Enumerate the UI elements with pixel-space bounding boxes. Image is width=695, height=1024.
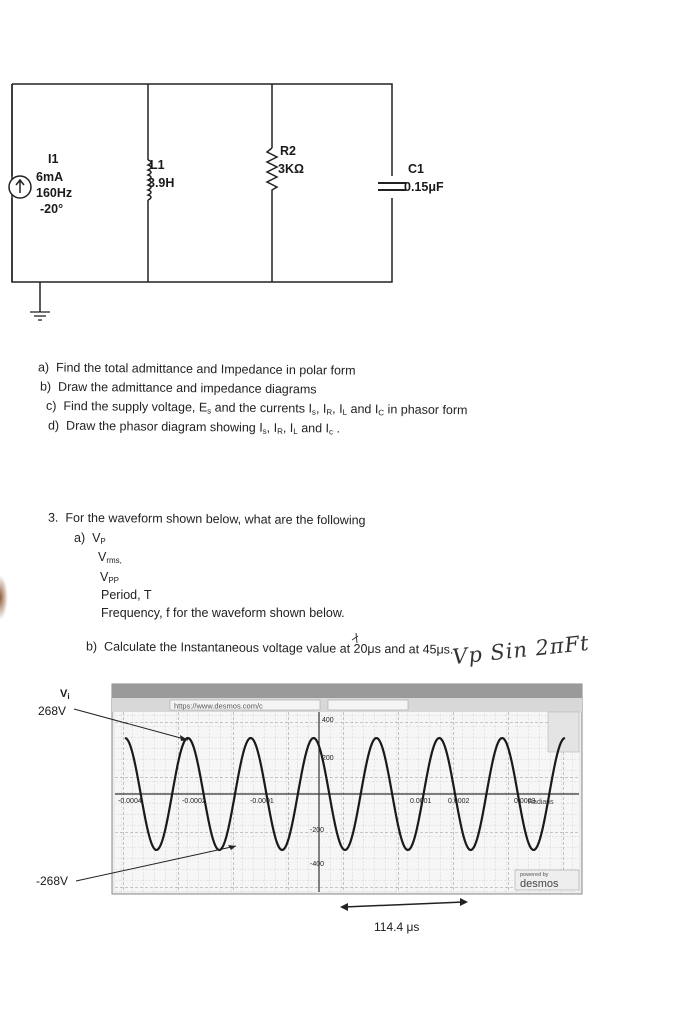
- q2d-sub-ir: R: [277, 426, 283, 436]
- q2d-sub-ic: c: [328, 427, 334, 437]
- q3-intro-text: For the waveform shown below, what are the following: [65, 510, 366, 528]
- vi-label-main: V: [60, 688, 68, 700]
- x-tick-4: 0.0001: [410, 798, 432, 805]
- x-tick-3: -0.0001: [250, 798, 274, 805]
- x-tick-6: 0.0003: [514, 798, 536, 805]
- q2d-sub-is: s: [262, 426, 267, 436]
- q2d-sep3: and I: [297, 421, 330, 436]
- capacitor-name: C1: [408, 162, 424, 176]
- q2c-text-pre: Find the supply voltage, E: [63, 398, 208, 415]
- q2d-sub-il: L: [293, 427, 298, 437]
- q2a-label: a): [37, 360, 50, 375]
- q2c-text-mid: and the currents I: [211, 400, 313, 416]
- browser-search-box: [328, 700, 408, 710]
- q2d-text-pre: Draw the phasor diagram showing I: [66, 418, 263, 435]
- vi-label-sub: i: [67, 692, 70, 701]
- q3-vrms-main: V: [98, 550, 107, 564]
- source-current: 6mA: [36, 170, 64, 184]
- q2c-text-post: in phasor form: [384, 402, 468, 418]
- q3-vpp-main: V: [100, 570, 109, 584]
- source-frequency: 160Hz: [36, 186, 73, 200]
- radians-label: Radians: [528, 799, 554, 806]
- resistor-value: 3KΩ: [278, 162, 305, 176]
- q3-number: 3.: [47, 510, 59, 525]
- vmin-label: -268V: [36, 874, 69, 888]
- q2c-sub-ir: R: [326, 407, 333, 417]
- q3-vrms-sub: rms,: [106, 556, 122, 565]
- q2c-sub-es: s: [207, 406, 212, 416]
- x-tick-1: -0.0004: [118, 798, 142, 805]
- inductor-value: 3.9H: [148, 176, 175, 190]
- q3b-text: Calculate the Instantaneous voltage value at 20μs and at 45μs.: [104, 639, 454, 657]
- q2c-label: c): [45, 398, 57, 413]
- source-phase: -20°: [40, 202, 64, 216]
- q3a-label: a): [74, 531, 86, 545]
- q3-vp-sub: P: [100, 537, 106, 546]
- q2b-label: b): [39, 379, 52, 394]
- y-tick-200: 200: [322, 755, 334, 762]
- q2c-sub-is: s: [311, 407, 316, 417]
- powered-by: powered by: [520, 872, 549, 878]
- q2d-sep2: , I: [282, 420, 294, 436]
- q2d-label: d): [47, 418, 60, 433]
- q2d-text-post: .: [332, 421, 341, 436]
- q2d-sep1: , I: [266, 420, 278, 435]
- q2c-sep1: , I: [315, 401, 327, 416]
- q2c-sep2: , I: [332, 401, 343, 416]
- x-tick-5: 0.0002: [448, 798, 470, 805]
- inductor-name: L1: [150, 158, 165, 172]
- browser-titlebar: [112, 684, 582, 698]
- q2b-text: Draw the admittance and impedance diagrams: [58, 379, 317, 397]
- y-tick-neg400: -400: [310, 861, 325, 868]
- desmos-brand: desmos: [520, 878, 559, 890]
- q2a-text: Find the total admittance and Impedance in polar form: [56, 360, 356, 378]
- handwritten-formula: Vp Sin 2πFt: [451, 630, 591, 670]
- q3-frequency: Frequency, f for the waveform shown below.: [101, 606, 345, 620]
- q2c-sep3: and I: [346, 401, 379, 417]
- browser-url: https://www.desmos.com/c: [174, 701, 263, 711]
- page-edge-shadow: [0, 575, 8, 620]
- q3-period: Period, T: [101, 588, 152, 602]
- y-tick-400: 400: [322, 717, 334, 724]
- period-arrow: [344, 902, 464, 907]
- q2c-sub-il: L: [342, 407, 348, 417]
- q3-vpp-sub: PP: [108, 576, 120, 585]
- y-tick-neg200: -200: [310, 827, 325, 834]
- vmax-label: 268V: [38, 704, 67, 718]
- x-tick-2: -0.0002: [182, 798, 206, 805]
- q3-vp: V: [92, 531, 101, 545]
- source-name: I1: [48, 152, 59, 166]
- q3b-label: b): [85, 639, 98, 654]
- capacitor-value: 0.15μF: [404, 180, 444, 194]
- q2c-sub-ic: C: [378, 408, 385, 418]
- period-arrowhead-left: [340, 903, 348, 911]
- resistor-name: R2: [280, 144, 296, 158]
- period-label: 114.4 μs: [374, 920, 420, 934]
- side-tools: [548, 712, 579, 752]
- period-arrowhead-right: [460, 898, 468, 906]
